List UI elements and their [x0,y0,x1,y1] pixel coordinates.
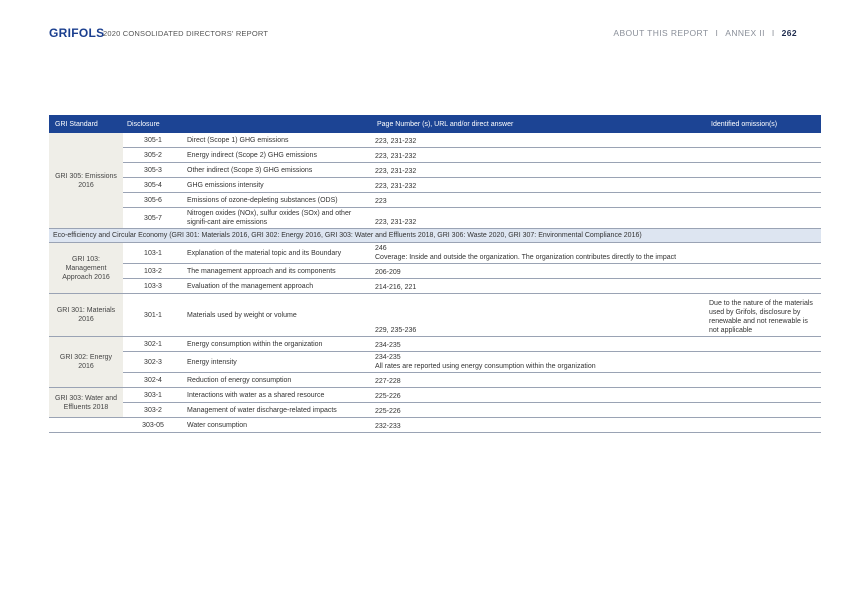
table-row [49,352,821,373]
disclosure-desc: Water consumption [183,418,371,433]
disclosure-desc: Management of water discharge-related impacts [183,403,371,418]
disclosure-desc: Materials used by weight or volume [183,294,371,337]
page-ref: 223, 231-232 [371,148,705,163]
disclosure-code: 103-3 [123,279,183,294]
disclosure-desc: Energy intensity [183,352,371,373]
disclosure-code: 305-4 [123,178,183,193]
page-header-nav: ABOUT THIS REPORT I ANNEX II I 262 [613,28,797,38]
section-row [49,229,821,243]
disclosure-code: 301-1 [123,294,183,337]
page-number: 262 [781,28,797,38]
disclosure-code: 103-1 [123,243,183,264]
table-row [49,133,821,148]
disclosure-desc: Interactions with water as a shared resource [183,388,371,403]
disclosure-desc: Evaluation of the management approach [183,279,371,294]
omission-cell [705,337,821,352]
standard-cell: GRI 305: Emissions 2016 [49,133,123,229]
page-ref-number: 246 [375,245,387,252]
table-row [49,193,821,208]
table-row [49,403,821,418]
page-ref [371,352,821,373]
disclosure-code: 303-05 [123,418,183,433]
standard-cell [49,418,123,433]
col-page-number: Page Number (s), URL and/or direct answer [371,115,705,133]
disclosure-code: 305-2 [123,148,183,163]
standard-cell: GRI 301: Materials 2016 [49,294,123,337]
omission-cell [705,264,821,279]
disclosure-code: 302-3 [123,352,183,373]
col-omissions: Identified omission(s) [705,115,821,133]
disclosure-desc: Explanation of the material topic and its Boundary [183,243,371,264]
table-row [49,418,821,433]
table-row [49,279,821,294]
gri-index-table [49,115,821,433]
table-row [49,178,821,193]
col-gri-standard: GRI Standard [49,115,123,133]
page-ref-note: Coverage: Inside and outside the organization. The organization contributes directly to the impact [375,254,677,261]
section-link[interactable]: ABOUT THIS REPORT [613,28,709,38]
standard-cell: GRI 103: Management Approach 2016 [49,243,123,294]
disclosure-code: 302-4 [123,373,183,388]
omission-cell [705,178,821,193]
table-row [49,294,821,337]
disclosure-code: 303-1 [123,388,183,403]
disclosure-code: 305-6 [123,193,183,208]
section-title: Eco-efficiency and Circular Economy (GRI 301: Materials 2016, GRI 302: Energy 2016, GRI 303: Water and Effluents 2018, GRI 306: Waste 2020, GRI 307: Environmental Compliance 2016) [49,229,821,243]
omission-cell [705,403,821,418]
disclosure-desc: GHG emissions intensity [183,178,371,193]
omission-cell [705,148,821,163]
grifols-logo: GRIFOLS [49,26,105,40]
omission-cell [705,163,821,178]
page-ref: 223, 231-232 [371,133,705,148]
disclosure-desc: Energy consumption within the organization [183,337,371,352]
annex-label: ANNEX II [725,28,765,38]
table-row [49,243,821,264]
page-ref: 223 [371,193,705,208]
table-row [49,264,821,279]
page-ref-note: All rates are reported using energy consumption within the organization [375,363,596,370]
page-ref: 214-216, 221 [371,279,705,294]
disclosure-desc: Reduction of energy consumption [183,373,371,388]
page-ref: 223, 231-232 [371,163,705,178]
disclosure-code: 103-2 [123,264,183,279]
table-row [49,373,821,388]
table-row [49,388,821,403]
disclosure-desc: Emissions of ozone-depleting substances (ODS) [183,193,371,208]
document-title: 2020 CONSOLIDATED DIRECTORS' REPORT [103,29,269,38]
omission-cell [705,208,821,229]
disclosure-desc: The management approach and its components [183,264,371,279]
table-row [49,163,821,178]
omission-cell: Due to the nature of the materials used by Grifols, disclosure by renewable and not renewable is not applicable [705,294,821,337]
disclosure-code: 305-7 [123,208,183,229]
page-ref: 225-226 [371,388,705,403]
page-ref: 225-226 [371,403,705,418]
disclosure-code: 305-3 [123,163,183,178]
table-row [49,337,821,352]
disclosure-code: 303-2 [123,403,183,418]
standard-cell: GRI 303: Water and Effluents 2018 [49,388,123,418]
page-ref: 229, 235-236 [371,294,705,337]
disclosure-code: 305-1 [123,133,183,148]
omission-cell [705,388,821,403]
omission-cell [705,193,821,208]
page-ref: 206-209 [371,264,705,279]
page-ref [371,243,821,264]
standard-cell: GRI 302: Energy 2016 [49,337,123,388]
table-row [49,208,821,229]
omission-cell [705,133,821,148]
disclosure-code: 302-1 [123,337,183,352]
page-ref-number: 234-235 [375,354,401,361]
col-disclosure: Disclosure [123,115,371,133]
omission-cell [705,373,821,388]
page-ref: 223, 231-232 [371,208,705,229]
omission-cell [705,279,821,294]
page-ref: 227-228 [371,373,705,388]
disclosure-desc: Other indirect (Scope 3) GHG emissions [183,163,371,178]
omission-cell [705,418,821,433]
disclosure-desc: Direct (Scope 1) GHG emissions [183,133,371,148]
table-header-row [49,115,821,133]
page-ref: 234-235 [371,337,705,352]
table-row [49,148,821,163]
disclosure-desc: Nitrogen oxides (NOx), sulfur oxides (SOx) and other signifi-cant aire emissions [183,208,371,229]
page-ref: 223, 231-232 [371,178,705,193]
disclosure-desc: Energy indirect (Scope 2) GHG emissions [183,148,371,163]
page-ref: 232-233 [371,418,705,433]
